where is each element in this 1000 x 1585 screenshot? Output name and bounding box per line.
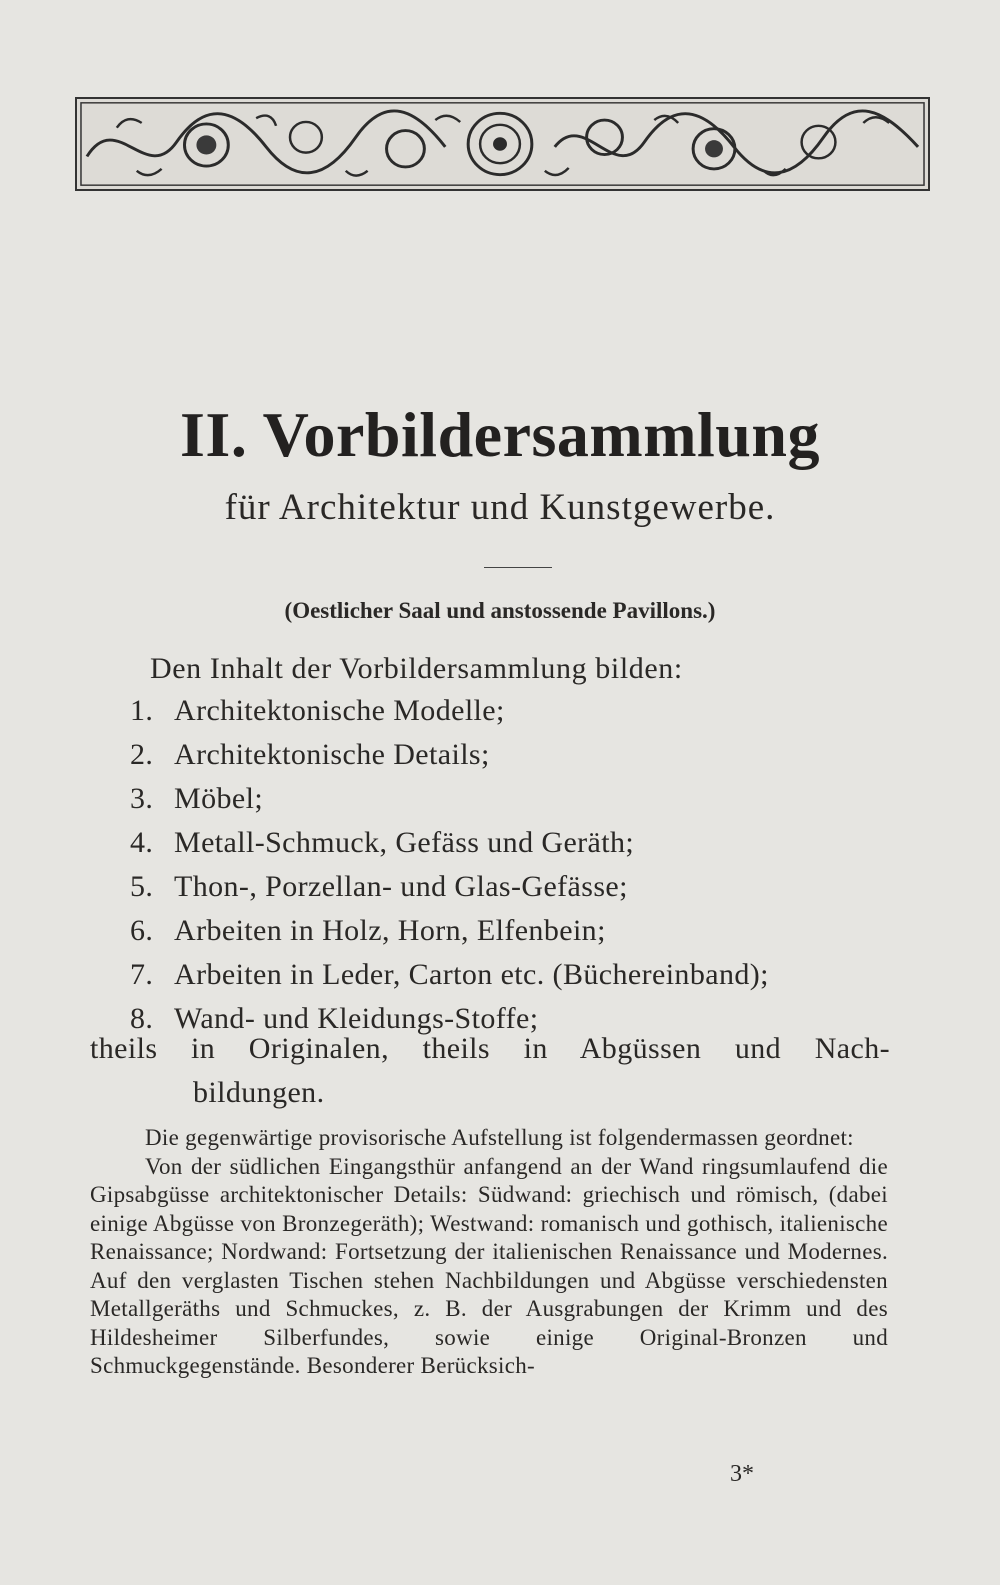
list-text: Architektonische Details; bbox=[174, 738, 490, 771]
list-number: 2. bbox=[130, 738, 154, 771]
list-item bbox=[130, 738, 769, 782]
paragraph: Von der südlichen Eingangsthür anfangend an der Wand ringsumlaufend die Gipsabgüsse architektonischer Details: Südwand: griechisch und römisch, (dabei einige Abgüsse von Bronzegeräth); Westwand: romanisch und gothisch, italienische Renaissance; Nordwand: Fortsetzung der italienischen Renaissance und Modernes. Auf den verglasten Tischen stehen Nachbildungen und Abgüsse verschiedensten Metallgeräths und Schmuckes, z. B. der Ausgrabungen der Krimm und des Hildesheimer Silberfundes, sowie einige Original-Bronzen und Schmuckgegenstände. Besonderer Berücksich- bbox=[90, 1153, 888, 1378]
summary-line-2: bildungen. bbox=[193, 1076, 325, 1109]
paragraph: Die gegenwärtige provisorische Aufstellung ist folgendermassen geordnet: bbox=[145, 1125, 854, 1150]
collection-list bbox=[130, 694, 769, 1046]
divider bbox=[484, 567, 552, 568]
summary-line-1: theils in Originalen, theils in Abgüssen und Nach- bbox=[90, 1032, 890, 1065]
list-number: 6. bbox=[130, 914, 154, 947]
page-number: 3* bbox=[730, 1461, 754, 1487]
list-number: 1. bbox=[130, 694, 154, 727]
list-summary bbox=[90, 1027, 890, 1115]
list-text: Architektonische Modelle; bbox=[174, 694, 505, 727]
list-item bbox=[130, 826, 769, 870]
list-text: Wand- und Kleidungs-Stoffe; bbox=[174, 1002, 539, 1035]
list-number: 7. bbox=[130, 958, 154, 991]
section-title: II. Vorbildersammlung bbox=[180, 399, 820, 470]
intro-line: Den Inhalt der Vorbildersammlung bilden: bbox=[150, 652, 683, 685]
list-text: Möbel; bbox=[174, 782, 264, 815]
list-item bbox=[130, 958, 769, 1002]
list-number: 8. bbox=[130, 1002, 154, 1035]
list-number: 5. bbox=[130, 870, 154, 903]
list-text: Thon-, Porzellan- und Glas-Gefässe; bbox=[174, 870, 628, 903]
location-note: (Oestlicher Saal und anstossende Pavillons.) bbox=[284, 598, 716, 623]
body-text bbox=[90, 1124, 888, 1381]
floral-ornament-icon bbox=[77, 99, 928, 189]
list-number: 3. bbox=[130, 782, 154, 815]
list-text: Metall-Schmuck, Gefäss und Geräth; bbox=[174, 826, 635, 859]
list-item bbox=[130, 914, 769, 958]
list-text: Arbeiten in Leder, Carton etc. (Büchereinband); bbox=[174, 958, 769, 991]
list-item bbox=[130, 694, 769, 738]
list-item bbox=[130, 782, 769, 826]
list-item bbox=[130, 870, 769, 914]
list-text: Arbeiten in Holz, Horn, Elfenbein; bbox=[174, 914, 606, 947]
list-number: 4. bbox=[130, 826, 154, 859]
ornamental-headpiece bbox=[75, 97, 930, 191]
section-subtitle: für Architektur und Kunstgewerbe. bbox=[224, 487, 776, 528]
